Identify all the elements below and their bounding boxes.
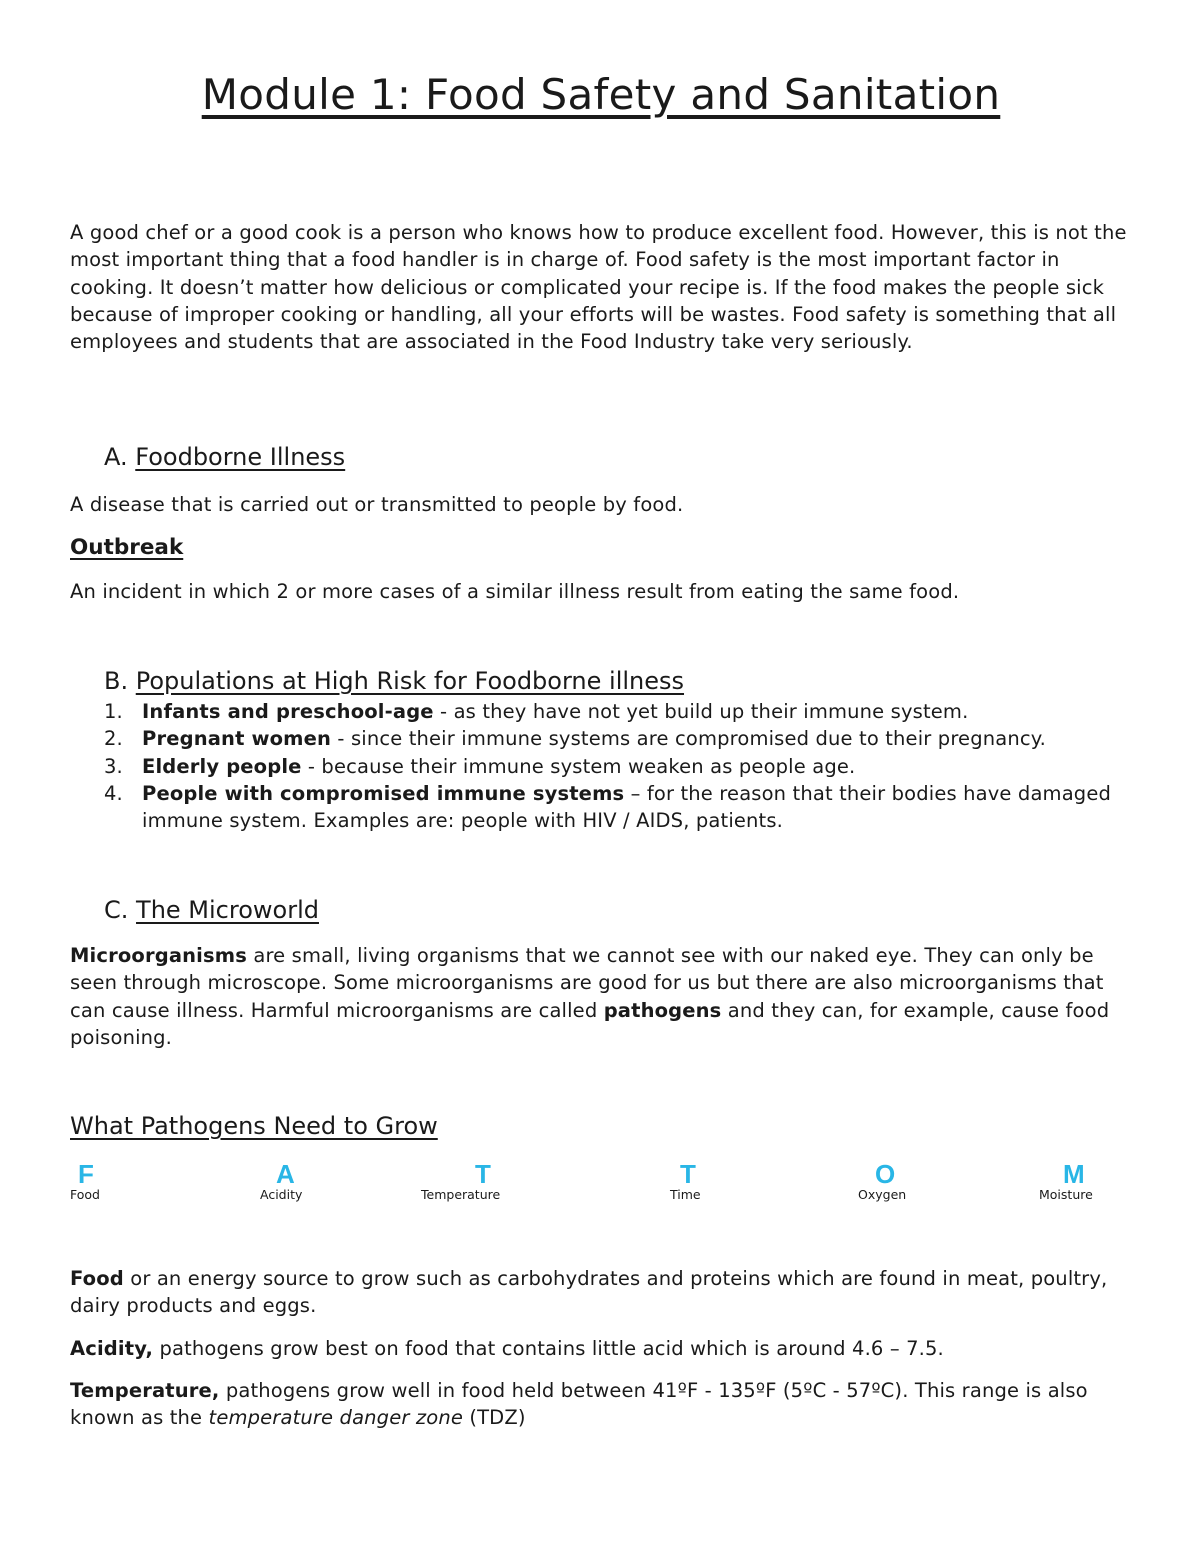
section-c-title: The Microworld — [136, 896, 319, 924]
section-b-letter: B. — [104, 667, 129, 695]
list-item: 2. Pregnant women - since their immune systems are compromised due to their pregnancy. — [104, 727, 1046, 751]
outbreak-subheading: Outbreak — [70, 535, 184, 560]
food-paragraph: Food or an energy source to grow such as carbohydrates and proteins which are found in meat, poultry, dairy products and eggs. — [70, 1267, 1108, 1318]
section-a-letter: A. — [104, 443, 128, 471]
fattom-item: T Temperature — [421, 1159, 501, 1202]
high-risk-list — [104, 698, 1134, 834]
page-title: Module 1: Food Safety and Sanitation — [201, 70, 1001, 119]
section-a-title: Foodborne Illness — [135, 443, 346, 471]
microworld-paragraph: Microorganisms are small, living organisms that we cannot see with our naked eye. They can only be seen through microscope. Some microorganisms are good for us but there are also microorganisms that can cause illness. Harmful microorganisms are called pathogens and they can, for example, cause food poisoning. — [70, 944, 1110, 1049]
list-item: 4. People with compromised immune systems – for the reason that their bodies have damaged immune system. Examples are: people with HIV / AIDS, patients. — [104, 781, 1111, 833]
section-a-heading — [104, 442, 345, 472]
temperature-paragraph: Temperature, pathogens grow well in food held between 41ºF - 135ºF (5ºC - 57ºC). This range is also known as the temperature danger zone (TDZ) — [70, 1379, 1088, 1430]
section-c-letter: C. — [104, 896, 129, 924]
list-item: 1. Infants and preschool-age - as they have not yet build up their immune system. — [104, 700, 969, 723]
fattom-acronym — [70, 1160, 1170, 1210]
fattom-item: A Acidity — [260, 1159, 303, 1202]
fattom-item: O Oxygen — [858, 1159, 907, 1202]
foodborne-illness-definition: A disease that is carried out or transmitted to people by food. — [70, 493, 684, 516]
list-item: 3. Elderly people - because their immune system weaken as people age. — [104, 754, 856, 778]
pathogens-heading: What Pathogens Need to Grow — [70, 1112, 438, 1140]
section-b-heading — [104, 666, 684, 696]
intro-paragraph: A good chef or a good cook is a person who knows how to produce excellent food. However, this is not the most important thing that a food handler is in charge of. Food safety is the most important factor in cooking. It doesn’t matter how delicious or complicated your recipe is. If the food makes the people sick because of improper cooking or handling, all your efforts will be wastes. Food safety is something that all employees and students that are associated in the Food Industry take very seriously. — [70, 221, 1127, 354]
acidity-paragraph: Acidity, pathogens grow best on food that contains little acid which is around 4.6 – 7.5. — [70, 1337, 944, 1360]
outbreak-definition: An incident in which 2 or more cases of a similar illness result from eating the same food. — [70, 580, 960, 603]
section-b-title: Populations at High Risk for Foodborne illness — [135, 667, 685, 695]
fattom-item: F Food — [70, 1159, 100, 1202]
fattom-item: M Moisture — [1039, 1159, 1093, 1202]
fattom-item: T Time — [670, 1159, 701, 1202]
section-c-heading — [104, 895, 319, 925]
